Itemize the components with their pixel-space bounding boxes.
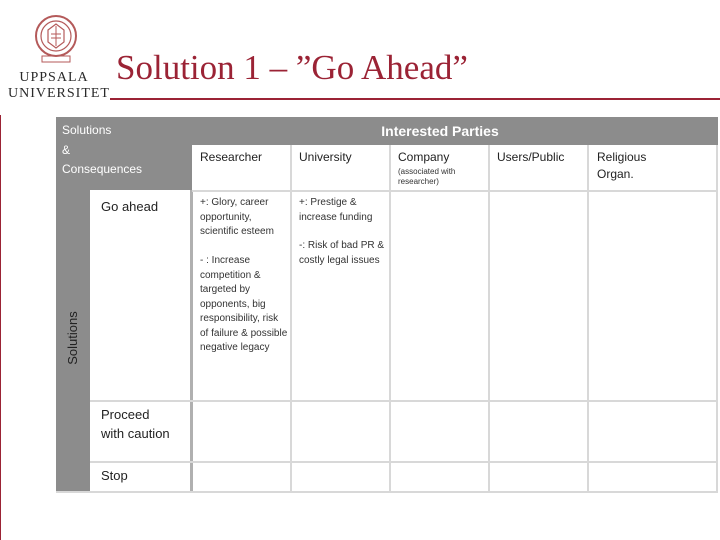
grid-vline	[190, 190, 193, 492]
seal-icon	[34, 12, 78, 64]
page-title: Solution 1 – ”Go Ahead”	[116, 48, 468, 87]
row-label-go-ahead: Go ahead	[101, 199, 159, 214]
column-note-company: (associated with researcher)	[398, 167, 456, 186]
logo-line-2: UNIVERSITET	[8, 86, 110, 101]
researcher-positive: +: Glory, career opportunity, scientific esteem	[200, 197, 274, 237]
row-label-proceed-with-caution: Proceed with caution	[101, 407, 170, 441]
grid-vline	[587, 145, 589, 492]
university-logo	[8, 12, 110, 101]
logo-line-1: UPPSALA	[19, 70, 89, 85]
left-border-line	[0, 115, 1, 540]
researcher-negative: - : Increase competition & targeted by opponents, big responsibility, risk of failure & possible negative legacy	[200, 255, 288, 353]
grid-hline	[56, 491, 718, 493]
column-header-religious-organ: Religious Organ.	[597, 150, 647, 181]
grid-hline	[90, 400, 718, 402]
solutions-axis-label: Solutions	[65, 311, 80, 365]
title-underline	[110, 98, 720, 100]
row-label-stop: Stop	[101, 468, 128, 483]
column-header-researcher: Researcher	[200, 150, 263, 164]
column-header-university: University	[299, 150, 352, 164]
grid-hline	[192, 190, 718, 192]
grid-vline	[290, 145, 292, 492]
university-negative: -: Risk of bad PR & costly legal issues	[299, 240, 385, 266]
university-positive: +: Prestige & increase funding	[299, 197, 373, 223]
interested-parties-header: Interested Parties	[381, 123, 499, 139]
corner-label: Solutions & Consequences	[62, 123, 143, 176]
grid-vline	[716, 145, 718, 492]
grid-vline	[389, 145, 391, 492]
column-header-users-public: Users/Public	[497, 150, 565, 164]
grid-hline	[90, 461, 718, 463]
column-header-company: Company	[398, 150, 450, 164]
grid-vline	[488, 145, 490, 492]
